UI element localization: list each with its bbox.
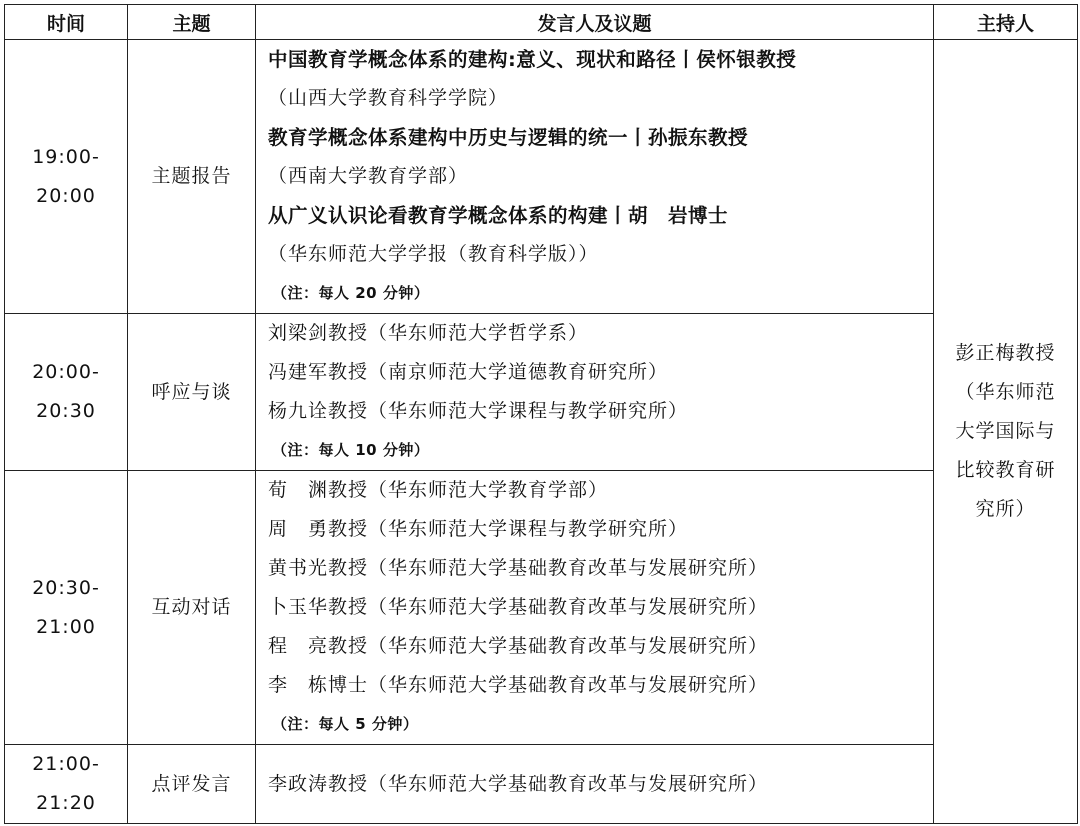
talk-title: 中国教育学概念体系的建构:意义、现状和路径丨侯怀银教授 [268, 48, 797, 71]
host-line: 大学国际与 [955, 420, 1056, 442]
time-start: 20:00- [32, 361, 100, 383]
speaker: 程 亮教授（华东师范大学基础教育改革与发展研究所） [268, 635, 769, 657]
speaker: 荀 渊教授（华东师范大学教育学部） [268, 479, 609, 501]
speaker: 卜玉华教授（华东师范大学基础教育改革与发展研究所） [268, 596, 769, 618]
header-time: 时间 [5, 5, 128, 40]
header-topic: 主题 [128, 5, 256, 40]
schedule-table [4, 4, 1078, 824]
time-start: 21:00- [32, 753, 100, 775]
time-end: 21:20 [36, 792, 96, 814]
header-row [5, 5, 1078, 40]
affiliation: （华东师范大学学报（教育科学版）） [268, 243, 599, 265]
speaker: 冯建军教授（南京师范大学道德教育研究所） [268, 361, 669, 383]
session-time [5, 471, 128, 745]
session-topic: 互动对话 [128, 471, 256, 745]
session-time [5, 314, 128, 471]
speaker: 杨九诠教授（华东师范大学课程与教学研究所） [268, 400, 689, 422]
session-speakers [256, 40, 934, 314]
header-host: 主持人 [934, 5, 1078, 40]
time-end: 21:00 [36, 615, 96, 638]
host-line: 彭正梅教授 [955, 342, 1056, 364]
host-line: （华东师范 [955, 381, 1056, 403]
session-row-keynote [5, 40, 1078, 314]
host-cell [934, 40, 1078, 824]
time-start: 19:00- [32, 145, 100, 168]
host-line: 比较教育研 [955, 459, 1056, 481]
session-time [5, 745, 128, 824]
speaker: 刘梁剑教授（华东师范大学哲学系） [268, 322, 589, 344]
session-time [5, 40, 128, 314]
talk-title: 教育学概念体系建构中历史与逻辑的统一丨孙振东教授 [268, 126, 749, 149]
time-start: 20:30- [32, 576, 100, 599]
session-row-dialogue [5, 471, 1078, 745]
speaker: 黄书光教授（华东师范大学基础教育改革与发展研究所） [268, 557, 769, 579]
session-speakers [256, 314, 934, 471]
talk-title: 从广义认识论看教育学概念体系的构建丨胡 岩博士 [268, 204, 729, 227]
host-line: 究所） [975, 498, 1036, 520]
session-topic: 主题报告 [128, 40, 256, 314]
header-speakers: 发言人及议题 [256, 5, 934, 40]
session-topic: 呼应与谈 [128, 314, 256, 471]
time-note: （注：每人 10 分钟） [272, 441, 430, 459]
speaker: 周 勇教授（华东师范大学课程与教学研究所） [268, 518, 689, 540]
session-row-response [5, 314, 1078, 471]
session-topic: 点评发言 [128, 745, 256, 824]
affiliation: （西南大学教育学部） [268, 165, 469, 187]
session-row-comment [5, 745, 1078, 824]
speaker: 李政涛教授（华东师范大学基础教育改革与发展研究所） [268, 772, 769, 795]
affiliation: （山西大学教育科学学院） [268, 87, 509, 109]
speaker: 李 栋博士（华东师范大学基础教育改革与发展研究所） [268, 674, 769, 696]
session-speakers [256, 745, 934, 824]
session-speakers [256, 471, 934, 745]
time-note: （注：每人 20 分钟） [272, 284, 430, 302]
time-end: 20:30 [36, 400, 96, 422]
time-note: （注：每人 5 分钟） [272, 715, 419, 733]
time-end: 20:00 [36, 184, 96, 207]
